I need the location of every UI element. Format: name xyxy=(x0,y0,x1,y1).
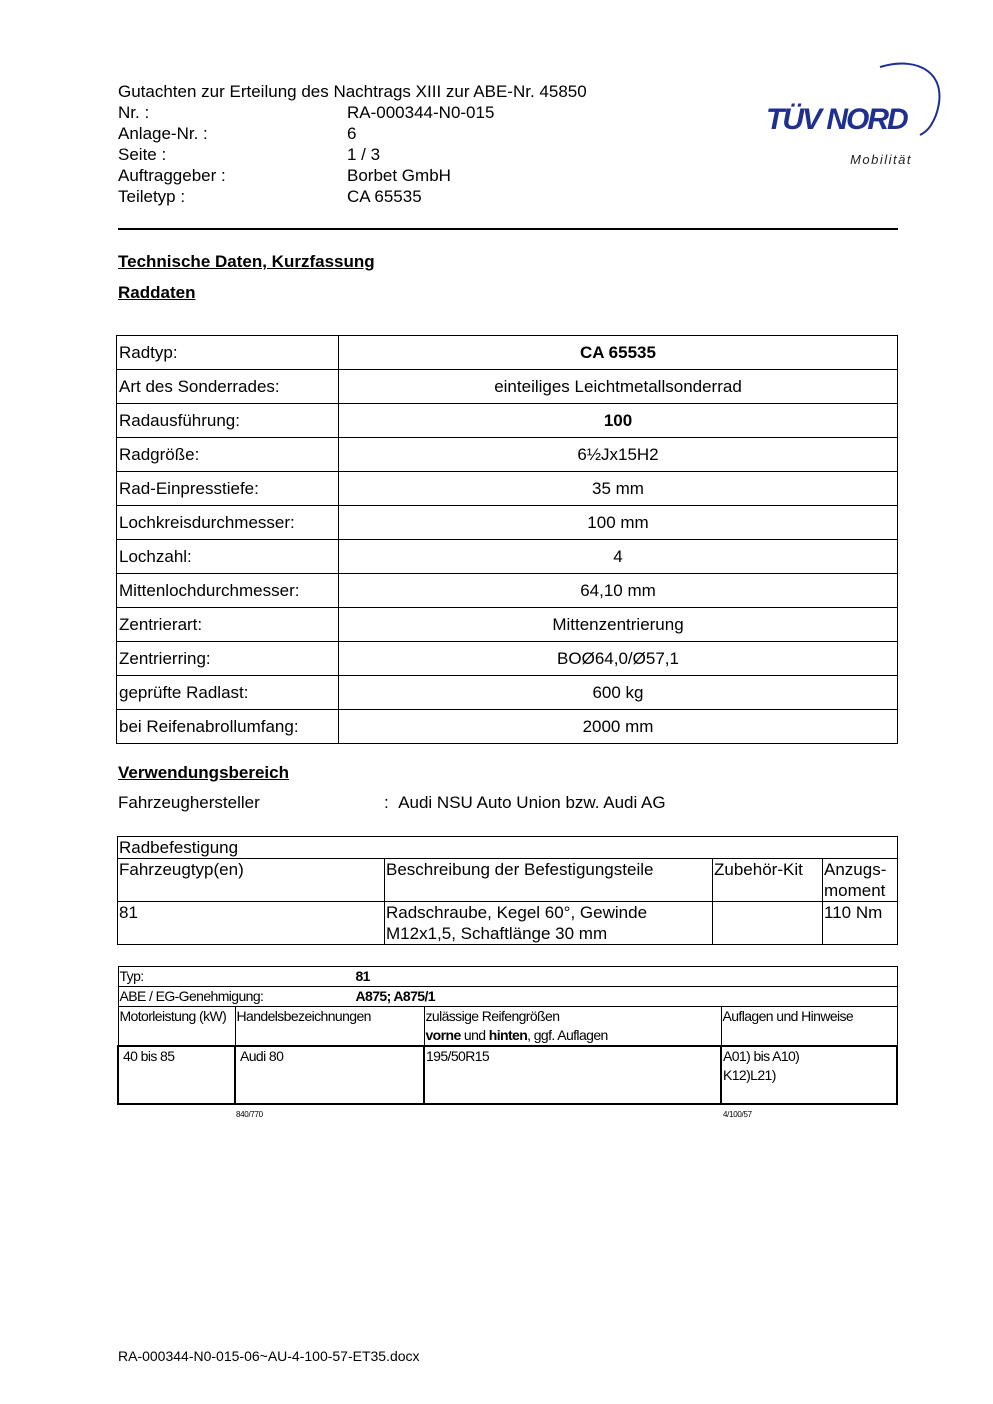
table-row xyxy=(118,837,898,859)
reifen-header-hinten: hinten xyxy=(488,1027,528,1043)
row-value: 100 mm xyxy=(339,506,898,540)
cell-beschreibung: Radschraube, Kegel 60°, Gewinde M12x1,5, Schaftlänge 30 mm xyxy=(385,902,713,945)
document-header xyxy=(118,81,587,207)
row-value: 4 xyxy=(339,540,898,574)
header-value: CA 65535 xyxy=(347,187,422,206)
hersteller-line xyxy=(118,793,898,813)
footnote-left: 840/770 xyxy=(236,1110,263,1119)
raddaten-table xyxy=(116,335,898,744)
hersteller-separator: : xyxy=(384,793,389,812)
cell-typ: 81 xyxy=(118,902,385,945)
abe-label: ABE / EG-Genehmigung: xyxy=(119,988,264,1004)
table-row xyxy=(117,540,898,574)
header-row-teiletyp xyxy=(118,186,587,207)
logo-brand: TÜV NORD xyxy=(766,103,907,136)
header-row-anlage xyxy=(118,123,587,144)
reifen-header-und: und xyxy=(460,1027,489,1043)
row-label: Lochzahl: xyxy=(117,540,339,574)
table-row xyxy=(117,608,898,642)
row-value: 600 kg xyxy=(339,676,898,710)
table-row xyxy=(117,336,898,370)
table-row xyxy=(117,404,898,438)
abe-value: A875; A875/1 xyxy=(355,988,435,1004)
reifen-header-vorne: vorne xyxy=(425,1027,461,1043)
footer-filename: RA-000344-N0-015-06~AU-4-100-57-ET35.docx xyxy=(118,1348,420,1364)
row-label: bei Reifenabrollumfang: xyxy=(117,710,339,744)
document-title: Gutachten zur Erteilung des Nachtrags XIII zur ABE-Nr. 45850 xyxy=(118,82,587,101)
row-value: CA 65535 xyxy=(339,336,898,370)
table-row xyxy=(117,370,898,404)
table-row xyxy=(117,676,898,710)
header-label: Nr. : xyxy=(118,103,150,122)
column-header: Motorleistung (kW) xyxy=(118,1007,235,1047)
table-header-row xyxy=(118,859,898,902)
row-value: 100 xyxy=(339,404,898,438)
row-value: BOØ64,0/Ø57,1 xyxy=(339,642,898,676)
row-value: einteiliges Leichtmetallsonderrad xyxy=(339,370,898,404)
table-row xyxy=(118,902,898,945)
hersteller-value: Audi NSU Auto Union bzw. Audi AG xyxy=(398,793,666,812)
table-row xyxy=(118,1046,897,1104)
section-tech-heading: Technische Daten, Kurzfassung xyxy=(118,252,375,271)
row-value: Mittenzentrierung xyxy=(339,608,898,642)
cell-kit xyxy=(713,902,823,945)
cell-reifen: 195/50R15 xyxy=(424,1046,721,1104)
row-label: Radtyp: xyxy=(117,336,339,370)
section-raddaten-heading: Raddaten xyxy=(118,283,196,302)
header-row-nr xyxy=(118,102,587,123)
cell-moment: 110 Nm xyxy=(823,902,898,945)
header-value: 6 xyxy=(347,124,357,143)
row-label: Rad-Einpresstiefe: xyxy=(117,472,339,506)
auflagen-line2: K12)L21) xyxy=(723,1067,776,1083)
row-label: Lochkreisdurchmesser: xyxy=(117,506,339,540)
column-header: Fahrzeugtyp(en) xyxy=(118,859,385,902)
table-row xyxy=(117,710,898,744)
column-header-reifen xyxy=(424,1007,721,1047)
row-label: Zentrierring: xyxy=(117,642,339,676)
row-value: 35 mm xyxy=(339,472,898,506)
header-row-auftraggeber xyxy=(118,165,587,186)
header-label: Auftraggeber : xyxy=(118,166,226,185)
typ-table xyxy=(117,966,898,1105)
table-row xyxy=(118,987,897,1007)
header-value: RA-000344-N0-015 xyxy=(347,103,495,122)
column-header: Anzugs-moment xyxy=(823,859,898,902)
row-value: 2000 mm xyxy=(339,710,898,744)
cell-leistung: 40 bis 85 xyxy=(118,1046,235,1104)
reifen-header-line1: zulässige Reifengrößen xyxy=(425,1008,560,1024)
row-value: 64,10 mm xyxy=(339,574,898,608)
header-value: Borbet GmbH xyxy=(347,166,451,185)
table-row xyxy=(117,574,898,608)
header-row-seite xyxy=(118,144,587,165)
radbefestigung-title: Radbefestigung xyxy=(118,837,898,859)
abe-row xyxy=(118,987,897,1007)
row-label: geprüfte Radlast: xyxy=(117,676,339,710)
column-header: Auflagen und Hinweise xyxy=(721,1007,897,1047)
typ-row xyxy=(118,967,897,987)
column-header: Zubehör-Kit xyxy=(713,859,823,902)
typ-value: 81 xyxy=(355,968,370,984)
table-row xyxy=(117,438,898,472)
column-header: Handelsbezeichnungen xyxy=(235,1007,424,1047)
column-header: Beschreibung der Befestigungsteile xyxy=(385,859,713,902)
header-rule xyxy=(118,228,898,230)
header-value: 1 / 3 xyxy=(347,145,381,164)
hersteller-label: Fahrzeughersteller xyxy=(118,793,260,812)
row-label: Radgröße: xyxy=(117,438,339,472)
row-label: Mittenlochdurchmesser: xyxy=(117,574,339,608)
radbefestigung-table xyxy=(117,836,898,945)
row-label: Radausführung: xyxy=(117,404,339,438)
table-row xyxy=(117,472,898,506)
typ-label: Typ: xyxy=(119,968,144,984)
cell-auflagen xyxy=(721,1046,897,1104)
row-label: Zentrierart: xyxy=(117,608,339,642)
cell-handel: Audi 80 xyxy=(235,1046,424,1104)
table-row xyxy=(117,642,898,676)
header-label: Teiletyp : xyxy=(118,187,186,206)
logo-subtitle: Mobilität xyxy=(850,152,912,167)
table-header-row xyxy=(118,1007,897,1047)
auflagen-line1: A01) bis A10) xyxy=(723,1048,800,1064)
row-value: 6½Jx15H2 xyxy=(339,438,898,472)
table-row xyxy=(117,506,898,540)
section-verwendung-heading: Verwendungsbereich xyxy=(118,763,289,782)
footnote-right: 4/100/57 xyxy=(723,1110,752,1119)
header-label: Anlage-Nr. : xyxy=(118,124,208,143)
reifen-header-rest: , ggf. Auflagen xyxy=(527,1027,608,1043)
header-label: Seite : xyxy=(118,145,167,164)
row-label: Art des Sonderrades: xyxy=(117,370,339,404)
table-row xyxy=(118,967,897,987)
